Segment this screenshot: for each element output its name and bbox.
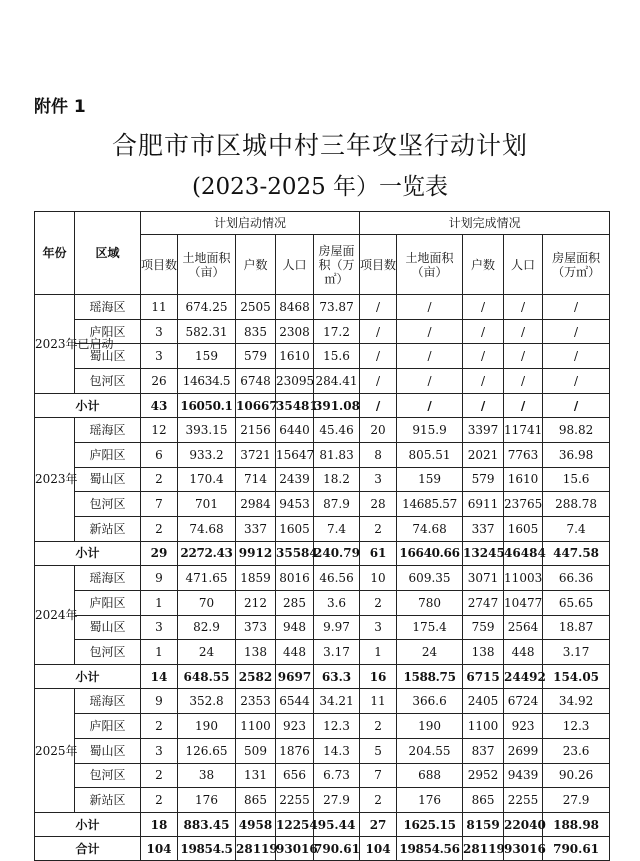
region-cell: 瑶海区: [75, 566, 141, 591]
table-row: [35, 492, 610, 517]
done-population-cell: 10477: [504, 590, 543, 615]
done-house-area-cell: 3.17: [543, 640, 610, 665]
done-projects-cell: 2: [360, 590, 397, 615]
done-projects-cell: 7: [360, 763, 397, 788]
total-start-projects-cell: 104: [141, 837, 178, 861]
start-house-area-cell: 87.9: [314, 492, 360, 517]
start-households-cell: 1859: [236, 566, 276, 591]
total-done-households-cell: 28119: [463, 837, 504, 861]
done-projects-cell: /: [360, 344, 397, 369]
done-households-cell: 2405: [463, 689, 504, 714]
start-land-cell: 674.25: [178, 295, 236, 320]
start-population-cell: 8468: [276, 295, 314, 320]
done-house-area-cell: 90.26: [543, 763, 610, 788]
start-households-cell: 865: [236, 788, 276, 813]
year-cell: 2024年: [35, 566, 75, 665]
total-row: [35, 837, 610, 861]
done-households-cell: 865: [463, 788, 504, 813]
done-house-area-cell: 18.87: [543, 615, 610, 640]
subtotal-done-house-area-cell: /: [543, 393, 610, 418]
done-land-cell: 175.4: [397, 615, 463, 640]
done-households-cell: 837: [463, 738, 504, 763]
start-house-area-cell: 12.3: [314, 714, 360, 739]
done-population-cell: /: [504, 344, 543, 369]
subtotal-done-projects-cell: /: [360, 393, 397, 418]
done-projects-cell: 8: [360, 442, 397, 467]
start-house-area-cell: 6.73: [314, 763, 360, 788]
start-population-cell: 1610: [276, 344, 314, 369]
done-land-cell: /: [397, 344, 463, 369]
start-population-cell: 1876: [276, 738, 314, 763]
start-house-area-cell: 3.17: [314, 640, 360, 665]
done-households-cell: 2021: [463, 442, 504, 467]
start-population-cell: 285: [276, 590, 314, 615]
done-population-cell: 923: [504, 714, 543, 739]
region-cell: 蜀山区: [75, 344, 141, 369]
total-done-population-cell: 93016: [504, 837, 543, 861]
start-households-cell: 579: [236, 344, 276, 369]
done-house-area-cell: 23.6: [543, 738, 610, 763]
subtotal-start-house-area-cell: 95.44: [314, 812, 360, 837]
done-house-area-cell: 12.3: [543, 714, 610, 739]
done-house-area-cell: 15.6: [543, 467, 610, 492]
done-projects-cell: 10: [360, 566, 397, 591]
total-done-projects-cell: 104: [360, 837, 397, 861]
subtotal-done-land-cell: /: [397, 393, 463, 418]
start-house-area-cell: 27.9: [314, 788, 360, 813]
start-land-cell: 14634.5: [178, 369, 236, 394]
done-house-area-cell: 27.9: [543, 788, 610, 813]
table-row: [35, 442, 610, 467]
start-land-cell: 176: [178, 788, 236, 813]
done-population-cell: 1605: [504, 517, 543, 542]
year-cell: 2023年: [35, 418, 75, 541]
start-land-cell: 159: [178, 344, 236, 369]
start-population-cell: 923: [276, 714, 314, 739]
region-cell: 蜀山区: [75, 467, 141, 492]
subtotal-start-land-cell: 16050.1: [178, 393, 236, 418]
total-start-population-cell: 93016: [276, 837, 314, 861]
header-done-house-area: 房屋面积（万㎡）: [543, 235, 610, 295]
done-projects-cell: 5: [360, 738, 397, 763]
subtotal-start-projects-cell: 43: [141, 393, 178, 418]
start-house-area-cell: 46.56: [314, 566, 360, 591]
start-projects-cell: 2: [141, 714, 178, 739]
start-projects-cell: 26: [141, 369, 178, 394]
region-cell: 瑶海区: [75, 689, 141, 714]
done-projects-cell: /: [360, 319, 397, 344]
start-population-cell: 23095: [276, 369, 314, 394]
document-subtitle: (2023-2025 年）一览表: [191, 174, 449, 200]
region-cell: 庐阳区: [75, 590, 141, 615]
start-population-cell: 15647: [276, 442, 314, 467]
done-households-cell: 2952: [463, 763, 504, 788]
done-population-cell: 2699: [504, 738, 543, 763]
subtotal-done-households-cell: 13245: [463, 541, 504, 566]
start-projects-cell: 3: [141, 344, 178, 369]
table-row: [35, 689, 610, 714]
done-land-cell: 190: [397, 714, 463, 739]
start-land-cell: 24: [178, 640, 236, 665]
done-land-cell: 159: [397, 467, 463, 492]
header-plan-start: 计划启动情况: [141, 212, 360, 235]
start-households-cell: 212: [236, 590, 276, 615]
start-land-cell: 70: [178, 590, 236, 615]
done-households-cell: /: [463, 344, 504, 369]
done-house-area-cell: 288.78: [543, 492, 610, 517]
start-land-cell: 170.4: [178, 467, 236, 492]
start-land-cell: 933.2: [178, 442, 236, 467]
start-households-cell: 138: [236, 640, 276, 665]
start-population-cell: 2439: [276, 467, 314, 492]
start-house-area-cell: 7.4: [314, 517, 360, 542]
done-households-cell: 138: [463, 640, 504, 665]
start-households-cell: 373: [236, 615, 276, 640]
done-land-cell: 805.51: [397, 442, 463, 467]
start-house-area-cell: 3.6: [314, 590, 360, 615]
done-households-cell: 2747: [463, 590, 504, 615]
done-households-cell: 337: [463, 517, 504, 542]
header-start-house-area: 房屋面积（万㎡）: [314, 235, 360, 295]
subtotal-done-land-cell: 16640.66: [397, 541, 463, 566]
done-population-cell: 2255: [504, 788, 543, 813]
region-cell: 包河区: [75, 369, 141, 394]
done-projects-cell: 3: [360, 615, 397, 640]
subtotal-done-land-cell: 1625.15: [397, 812, 463, 837]
done-projects-cell: 3: [360, 467, 397, 492]
table-row: [35, 640, 610, 665]
start-projects-cell: 1: [141, 640, 178, 665]
done-land-cell: 688: [397, 763, 463, 788]
done-projects-cell: 2: [360, 788, 397, 813]
region-cell: 包河区: [75, 492, 141, 517]
start-households-cell: 835: [236, 319, 276, 344]
done-house-area-cell: /: [543, 344, 610, 369]
subtotal-start-projects-cell: 29: [141, 541, 178, 566]
region-cell: 庐阳区: [75, 714, 141, 739]
subtotal-start-households-cell: 2582: [236, 664, 276, 689]
header-start-households: 户数: [236, 235, 276, 295]
subtotal-start-land-cell: 883.45: [178, 812, 236, 837]
subtotal-start-house-area-cell: 391.08: [314, 393, 360, 418]
subtotal-start-house-area-cell: 63.3: [314, 664, 360, 689]
start-house-area-cell: 18.2: [314, 467, 360, 492]
done-land-cell: 366.6: [397, 689, 463, 714]
done-land-cell: /: [397, 295, 463, 320]
done-house-area-cell: 36.98: [543, 442, 610, 467]
done-population-cell: 1610: [504, 467, 543, 492]
start-population-cell: 9453: [276, 492, 314, 517]
start-households-cell: 2353: [236, 689, 276, 714]
table-row: [35, 295, 610, 320]
start-house-area-cell: 34.21: [314, 689, 360, 714]
done-households-cell: 3071: [463, 566, 504, 591]
start-households-cell: 509: [236, 738, 276, 763]
header-region: 区域: [75, 212, 141, 295]
done-population-cell: 448: [504, 640, 543, 665]
subtotal-start-population-cell: 9697: [276, 664, 314, 689]
total-start-households-cell: 28119: [236, 837, 276, 861]
region-cell: 包河区: [75, 763, 141, 788]
subtotal-row: [35, 541, 610, 566]
start-households-cell: 2984: [236, 492, 276, 517]
done-land-cell: 74.68: [397, 517, 463, 542]
header-start-population: 人口: [276, 235, 314, 295]
done-projects-cell: /: [360, 295, 397, 320]
subtotal-done-projects-cell: 27: [360, 812, 397, 837]
subtotal-done-households-cell: 8159: [463, 812, 504, 837]
subtotal-done-land-cell: 1588.75: [397, 664, 463, 689]
region-cell: 包河区: [75, 640, 141, 665]
region-cell: 蜀山区: [75, 615, 141, 640]
done-population-cell: 2564: [504, 615, 543, 640]
done-land-cell: 609.35: [397, 566, 463, 591]
start-population-cell: 8016: [276, 566, 314, 591]
start-land-cell: 701: [178, 492, 236, 517]
subtotal-label: 小计: [35, 541, 141, 566]
start-house-area-cell: 9.97: [314, 615, 360, 640]
done-population-cell: 6724: [504, 689, 543, 714]
subtotal-done-population-cell: 24492: [504, 664, 543, 689]
start-land-cell: 190: [178, 714, 236, 739]
year-cell: 2023年已启动: [35, 295, 75, 394]
region-cell: 庐阳区: [75, 319, 141, 344]
subtotal-done-population-cell: 22040: [504, 812, 543, 837]
done-households-cell: 1100: [463, 714, 504, 739]
start-land-cell: 38: [178, 763, 236, 788]
start-house-area-cell: 81.83: [314, 442, 360, 467]
subtotal-done-households-cell: 6715: [463, 664, 504, 689]
start-households-cell: 6748: [236, 369, 276, 394]
done-households-cell: 759: [463, 615, 504, 640]
subtotal-start-projects-cell: 14: [141, 664, 178, 689]
done-projects-cell: /: [360, 369, 397, 394]
done-households-cell: /: [463, 295, 504, 320]
done-population-cell: 7763: [504, 442, 543, 467]
done-population-cell: /: [504, 295, 543, 320]
subtotal-start-households-cell: 10667: [236, 393, 276, 418]
table-row: [35, 467, 610, 492]
done-land-cell: 780: [397, 590, 463, 615]
subtotal-row: [35, 393, 610, 418]
subtotal-start-land-cell: 2272.43: [178, 541, 236, 566]
start-projects-cell: 9: [141, 566, 178, 591]
done-population-cell: 23765: [504, 492, 543, 517]
start-projects-cell: 2: [141, 517, 178, 542]
subtotal-start-households-cell: 4958: [236, 812, 276, 837]
done-projects-cell: 2: [360, 517, 397, 542]
done-population-cell: /: [504, 319, 543, 344]
start-population-cell: 6440: [276, 418, 314, 443]
done-population-cell: 9439: [504, 763, 543, 788]
region-cell: 庐阳区: [75, 442, 141, 467]
table-row: [35, 788, 610, 813]
done-house-area-cell: 98.82: [543, 418, 610, 443]
start-households-cell: 2505: [236, 295, 276, 320]
subtotal-label: 小计: [35, 393, 141, 418]
start-projects-cell: 11: [141, 295, 178, 320]
subtotal-done-population-cell: 46484: [504, 541, 543, 566]
year-cell: 2025年: [35, 689, 75, 812]
subtotal-done-projects-cell: 61: [360, 541, 397, 566]
header-start-projects: 项目数: [141, 235, 178, 295]
start-projects-cell: 1: [141, 590, 178, 615]
done-land-cell: 204.55: [397, 738, 463, 763]
start-house-area-cell: 284.41: [314, 369, 360, 394]
start-land-cell: 393.15: [178, 418, 236, 443]
start-households-cell: 714: [236, 467, 276, 492]
table-row: [35, 418, 610, 443]
done-projects-cell: 11: [360, 689, 397, 714]
subtotal-start-land-cell: 648.55: [178, 664, 236, 689]
total-label: 合计: [35, 837, 141, 861]
start-land-cell: 582.31: [178, 319, 236, 344]
start-population-cell: 6544: [276, 689, 314, 714]
table-row: [35, 566, 610, 591]
subtotal-start-households-cell: 9912: [236, 541, 276, 566]
done-land-cell: /: [397, 369, 463, 394]
subtotal-done-house-area-cell: 188.98: [543, 812, 610, 837]
table-row: [35, 615, 610, 640]
plan-table: [34, 211, 610, 861]
header-done-households: 户数: [463, 235, 504, 295]
total-done-house-area-cell: 790.61: [543, 837, 610, 861]
done-house-area-cell: 66.36: [543, 566, 610, 591]
done-households-cell: 6911: [463, 492, 504, 517]
done-house-area-cell: /: [543, 369, 610, 394]
subtotal-start-population-cell: 35584: [276, 541, 314, 566]
done-house-area-cell: /: [543, 295, 610, 320]
done-projects-cell: 28: [360, 492, 397, 517]
done-projects-cell: 2: [360, 714, 397, 739]
header-year: 年份: [35, 212, 75, 295]
start-population-cell: 2308: [276, 319, 314, 344]
done-households-cell: 579: [463, 467, 504, 492]
header-done-projects: 项目数: [360, 235, 397, 295]
attachment-label: 附件 1: [34, 97, 86, 117]
subtotal-label: 小计: [35, 664, 141, 689]
header-done-land: 土地面积（亩）: [397, 235, 463, 295]
start-projects-cell: 6: [141, 442, 178, 467]
done-land-cell: /: [397, 319, 463, 344]
subtotal-done-households-cell: /: [463, 393, 504, 418]
start-projects-cell: 9: [141, 689, 178, 714]
start-households-cell: 3721: [236, 442, 276, 467]
start-projects-cell: 3: [141, 738, 178, 763]
start-projects-cell: 3: [141, 319, 178, 344]
done-households-cell: /: [463, 319, 504, 344]
done-population-cell: 11741: [504, 418, 543, 443]
start-population-cell: 948: [276, 615, 314, 640]
done-households-cell: 3397: [463, 418, 504, 443]
done-population-cell: 11003: [504, 566, 543, 591]
region-cell: 瑶海区: [75, 418, 141, 443]
done-house-area-cell: 7.4: [543, 517, 610, 542]
start-projects-cell: 2: [141, 763, 178, 788]
start-land-cell: 471.65: [178, 566, 236, 591]
start-land-cell: 82.9: [178, 615, 236, 640]
done-house-area-cell: 65.65: [543, 590, 610, 615]
subtotal-row: [35, 812, 610, 837]
start-households-cell: 1100: [236, 714, 276, 739]
done-households-cell: /: [463, 369, 504, 394]
subtotal-done-house-area-cell: 154.05: [543, 664, 610, 689]
total-start-house-area-cell: 790.61: [314, 837, 360, 861]
header-start-land: 土地面积（亩）: [178, 235, 236, 295]
start-land-cell: 126.65: [178, 738, 236, 763]
start-house-area-cell: 73.87: [314, 295, 360, 320]
subtotal-row: [35, 664, 610, 689]
table-row: [35, 738, 610, 763]
table-row: [35, 319, 610, 344]
subtotal-start-population-cell: 12254: [276, 812, 314, 837]
subtotal-start-house-area-cell: 240.79: [314, 541, 360, 566]
done-land-cell: 176: [397, 788, 463, 813]
subtotal-start-population-cell: 35481: [276, 393, 314, 418]
start-projects-cell: 2: [141, 467, 178, 492]
start-land-cell: 352.8: [178, 689, 236, 714]
start-projects-cell: 12: [141, 418, 178, 443]
done-population-cell: /: [504, 369, 543, 394]
subtotal-start-projects-cell: 18: [141, 812, 178, 837]
done-land-cell: 915.9: [397, 418, 463, 443]
start-population-cell: 656: [276, 763, 314, 788]
start-projects-cell: 2: [141, 788, 178, 813]
region-cell: 蜀山区: [75, 738, 141, 763]
start-house-area-cell: 45.46: [314, 418, 360, 443]
done-projects-cell: 20: [360, 418, 397, 443]
done-land-cell: 14685.57: [397, 492, 463, 517]
table-row: [35, 590, 610, 615]
start-house-area-cell: 14.3: [314, 738, 360, 763]
start-population-cell: 448: [276, 640, 314, 665]
done-projects-cell: 1: [360, 640, 397, 665]
subtotal-done-projects-cell: 16: [360, 664, 397, 689]
start-house-area-cell: 15.6: [314, 344, 360, 369]
start-households-cell: 2156: [236, 418, 276, 443]
subtotal-done-population-cell: /: [504, 393, 543, 418]
done-land-cell: 24: [397, 640, 463, 665]
start-households-cell: 131: [236, 763, 276, 788]
total-done-land-cell: 19854.56: [397, 837, 463, 861]
done-house-area-cell: 34.92: [543, 689, 610, 714]
header-plan-complete: 计划完成情况: [360, 212, 610, 235]
subtotal-label: 小计: [35, 812, 141, 837]
start-projects-cell: 3: [141, 615, 178, 640]
start-projects-cell: 7: [141, 492, 178, 517]
total-start-land-cell: 19854.5: [178, 837, 236, 861]
subtotal-done-house-area-cell: 447.58: [543, 541, 610, 566]
done-house-area-cell: /: [543, 319, 610, 344]
table-row: [35, 763, 610, 788]
region-cell: 瑶海区: [75, 295, 141, 320]
table-row: [35, 517, 610, 542]
start-households-cell: 337: [236, 517, 276, 542]
table-row: [35, 344, 610, 369]
header-done-population: 人口: [504, 235, 543, 295]
start-house-area-cell: 17.2: [314, 319, 360, 344]
region-cell: 新站区: [75, 788, 141, 813]
table-row: [35, 714, 610, 739]
start-population-cell: 1605: [276, 517, 314, 542]
document-title: 合肥市市区城中村三年攻坚行动计划: [111, 131, 528, 160]
region-cell: 新站区: [75, 517, 141, 542]
table-row: [35, 369, 610, 394]
start-land-cell: 74.68: [178, 517, 236, 542]
start-population-cell: 2255: [276, 788, 314, 813]
